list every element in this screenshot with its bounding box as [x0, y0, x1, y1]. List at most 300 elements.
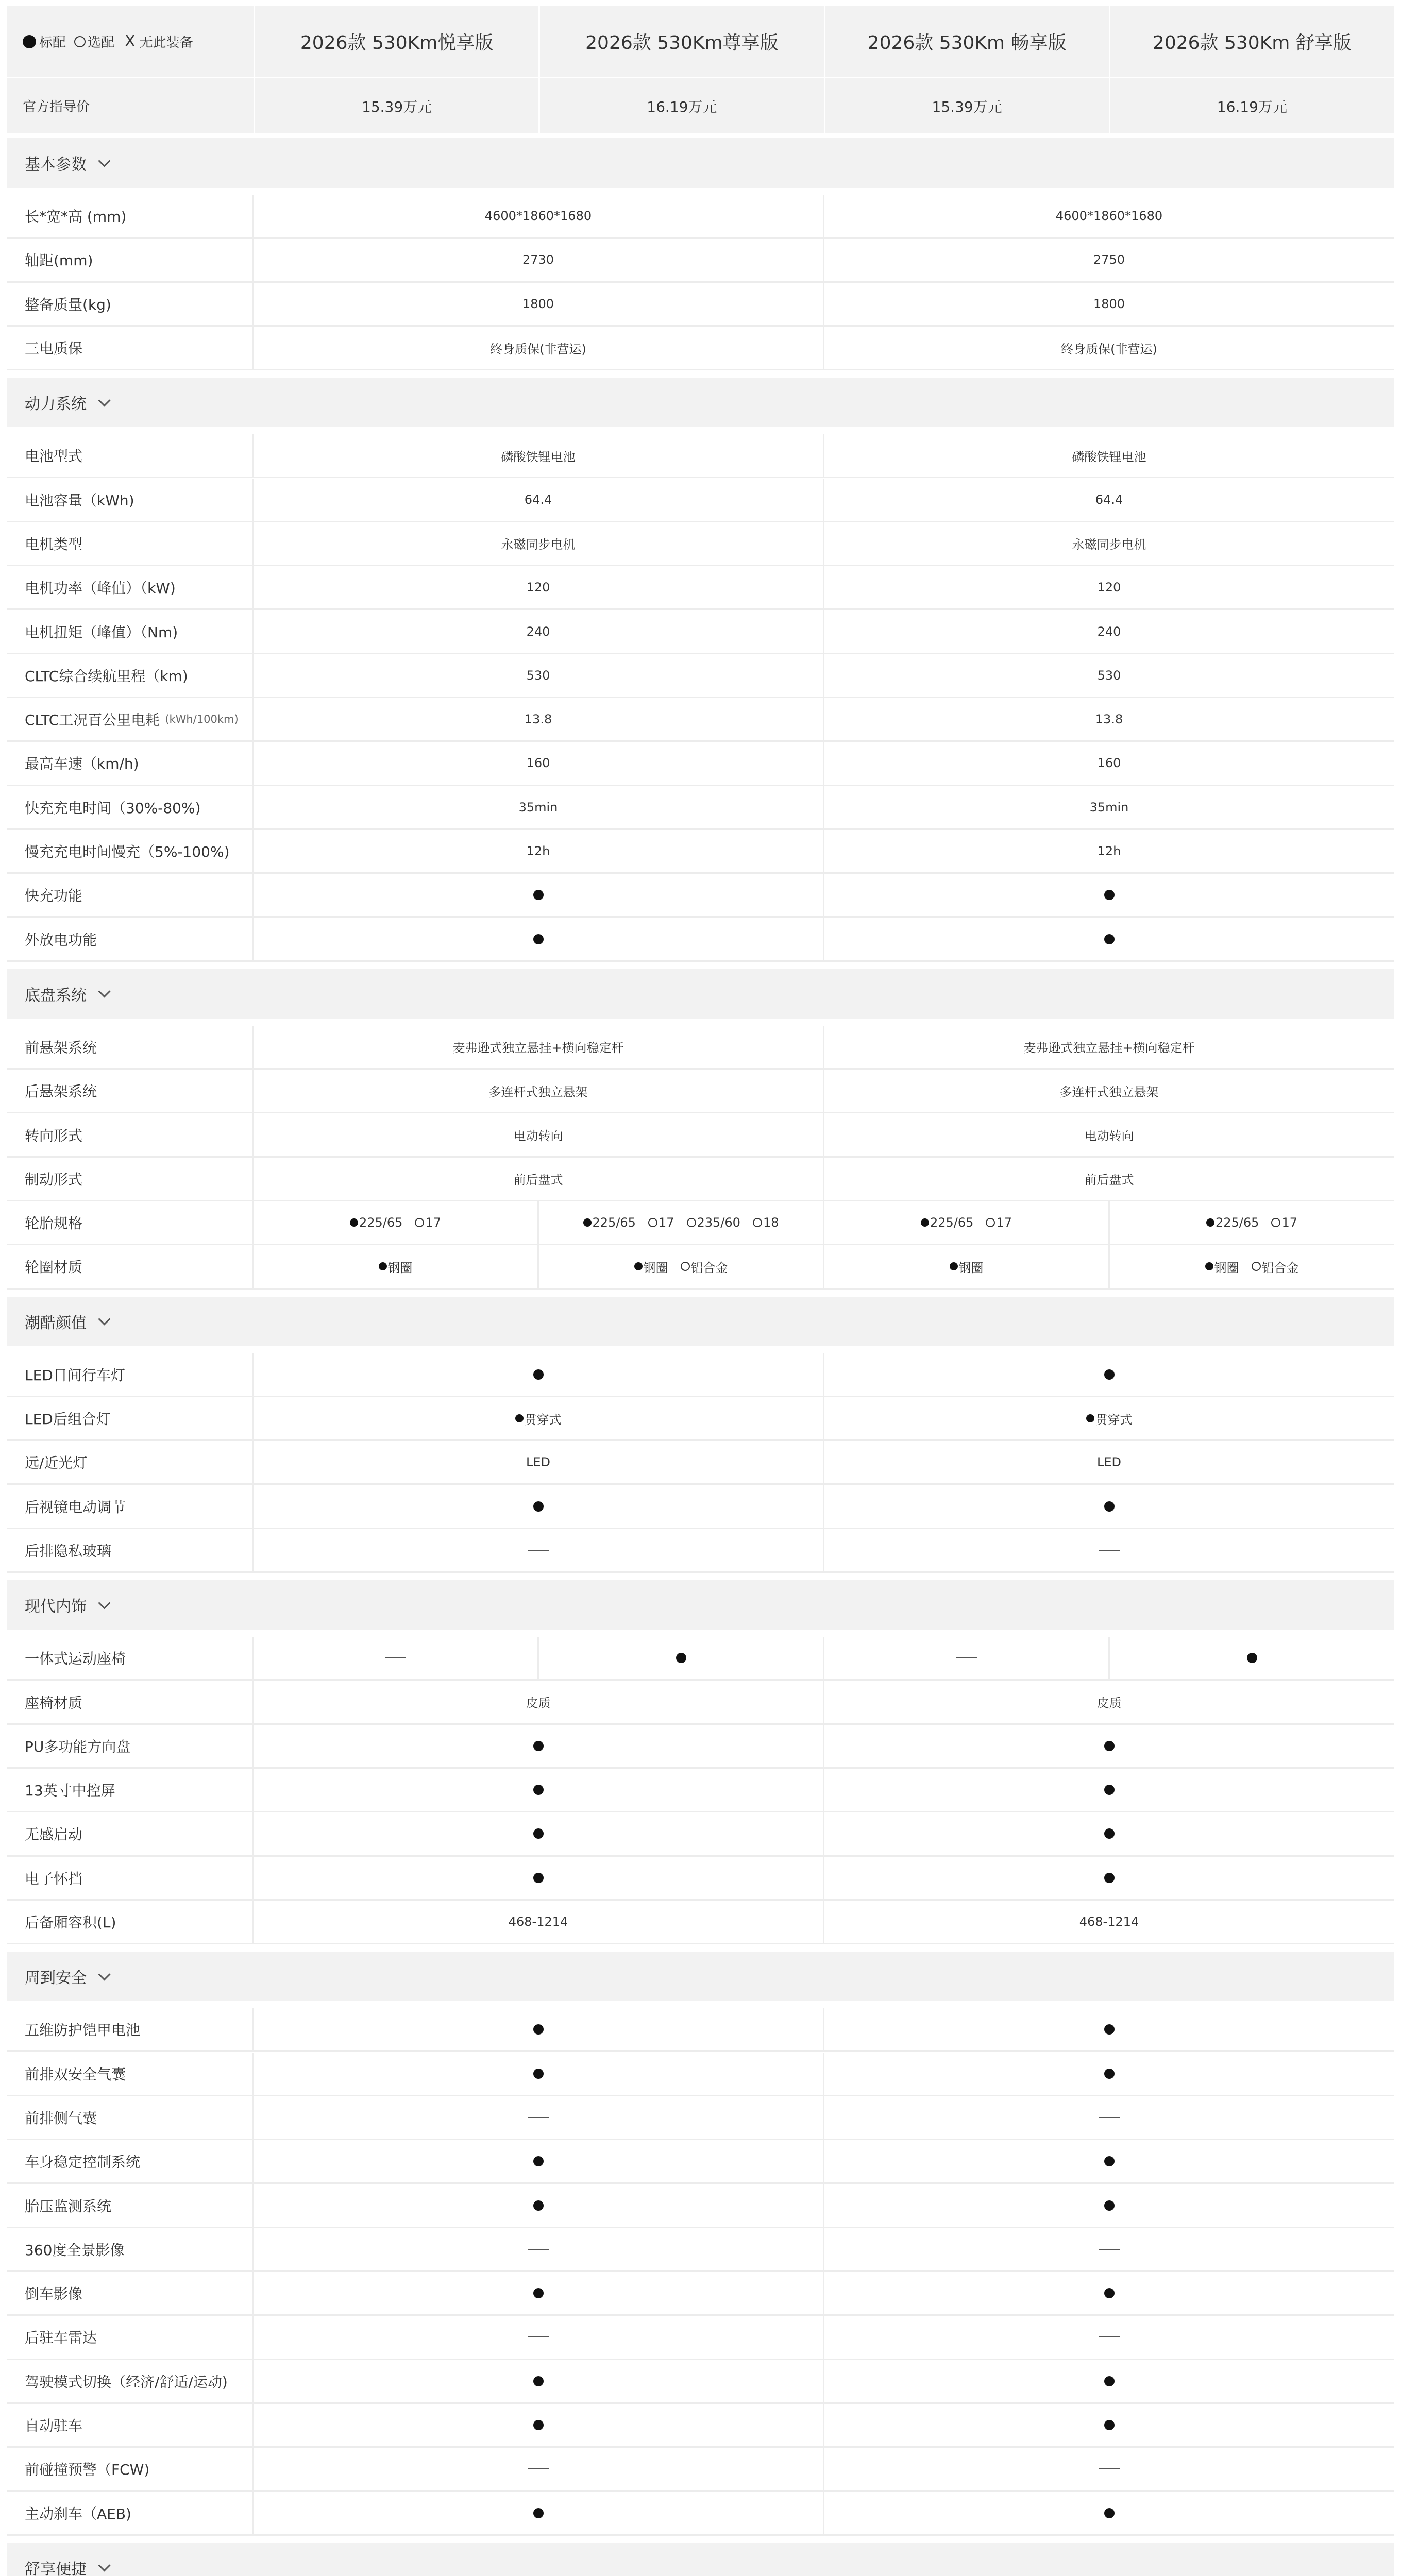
spec-cell	[254, 2228, 823, 2270]
option-text: 铝合金	[690, 1260, 728, 1275]
price-value: 16.19万元	[1109, 78, 1394, 133]
optional-ring-icon	[1271, 1218, 1280, 1227]
spec-cell	[823, 1158, 1394, 1200]
spec-value: LED	[1096, 1455, 1121, 1470]
legend	[7, 6, 254, 77]
spec-row	[7, 2404, 1394, 2448]
spec-cell	[254, 327, 823, 369]
spec-row	[7, 2140, 1394, 2184]
spec-value: 35min	[518, 800, 558, 815]
spec-label-text: 电机功率（峰值）（kW)	[25, 580, 176, 597]
legend-none: 无此装备	[139, 35, 193, 50]
spec-row	[7, 786, 1394, 830]
spec-cell	[823, 327, 1394, 369]
spec-row	[7, 1397, 1394, 1441]
spec-label-text: 驾驶模式切换（经济/舒适/运动)	[25, 2373, 228, 2391]
option-item	[1206, 1215, 1259, 1230]
chevron-down-icon[interactable]	[98, 394, 110, 406]
spec-cell	[823, 1901, 1394, 1943]
spec-label-text: 远/近光灯	[25, 1454, 88, 1472]
spec-row	[7, 239, 1394, 282]
spec-cell	[823, 1681, 1394, 1723]
spec-cell	[254, 1245, 537, 1287]
spec-value: 麦弗逊式独立悬挂+横向稳定杆	[1023, 1041, 1195, 1056]
spec-row	[7, 1529, 1394, 1573]
spec-cell	[537, 1245, 823, 1287]
none-dash-icon	[528, 2336, 549, 2337]
none-dash-icon	[1099, 2336, 1120, 2337]
spec-value: 160	[526, 756, 550, 771]
spec-cell	[823, 742, 1394, 784]
spec-label	[7, 2360, 254, 2402]
spec-cell	[823, 2053, 1394, 2095]
spec-cell	[254, 2272, 823, 2314]
standard-dot-icon	[676, 1653, 686, 1663]
spec-cell	[823, 2272, 1394, 2314]
model-name: 2026款 530Km悦享版	[254, 6, 538, 77]
standard-dot-icon	[533, 2420, 544, 2430]
spec-label	[7, 1857, 254, 1899]
section-title: 周到安全	[25, 1969, 87, 1988]
standard-dot-icon	[1104, 1369, 1115, 1380]
spec-cell	[254, 874, 823, 916]
model-name: 2026款 530Km尊享版	[538, 6, 823, 77]
spec-label-text: 三电质保	[25, 340, 83, 358]
option-item	[350, 1215, 402, 1230]
legend-standard: 标配	[39, 35, 66, 50]
standard-dot-icon	[583, 1218, 592, 1227]
spec-cell	[823, 654, 1394, 697]
legend-optional: 选配	[88, 35, 115, 50]
spec-label-text: 制动形式	[25, 1171, 83, 1188]
optional-ring-icon	[74, 36, 86, 47]
spec-cell	[823, 2360, 1394, 2402]
spec-row	[7, 1485, 1394, 1529]
section-title: 底盘系统	[25, 986, 87, 1005]
standard-dot-icon	[533, 1873, 544, 1883]
spec-cell	[823, 1026, 1394, 1068]
spec-cell	[254, 1725, 823, 1767]
option-item	[648, 1215, 674, 1230]
spec-label	[7, 283, 254, 325]
spec-label-text: 前悬架系统	[25, 1039, 97, 1056]
spec-cell	[823, 1637, 1108, 1679]
spec-value: 468-1214	[508, 1914, 568, 1929]
spec-cell	[254, 698, 823, 740]
spec-label-text: 轮胎规格	[25, 1215, 83, 1232]
spec-value: 120	[1097, 580, 1121, 595]
spec-row	[7, 1158, 1394, 1201]
option-text: 钢圈	[958, 1260, 984, 1275]
spec-row	[7, 1637, 1394, 1681]
standard-dot-icon	[533, 890, 544, 900]
spec-cell	[254, 1901, 823, 1943]
spec-label	[7, 1901, 254, 1943]
spec-cell	[254, 918, 823, 960]
spec-label	[7, 1026, 254, 1068]
spec-row	[7, 610, 1394, 654]
spec-value: 530	[1097, 668, 1121, 683]
spec-label-text: 车身稳定控制系统	[25, 2154, 141, 2171]
spec-cell	[823, 239, 1394, 281]
spec-label	[7, 2448, 254, 2490]
spec-row	[7, 2053, 1394, 2096]
spec-label-text: 主动刹车（AEB)	[25, 2505, 131, 2522]
spec-label-text: 后排隐私玻璃	[25, 1542, 112, 1560]
spec-cell	[254, 195, 823, 237]
spec-label	[7, 1201, 254, 1244]
spec-row	[7, 2492, 1394, 2536]
spec-value: 皮质	[526, 1696, 551, 1711]
spec-cell	[823, 2184, 1394, 2226]
spec-row	[7, 1857, 1394, 1901]
option-item	[687, 1215, 740, 1230]
spec-value: 前后盘式	[513, 1173, 563, 1188]
spec-cell	[537, 1637, 823, 1679]
section-header[interactable]	[7, 969, 1394, 1019]
option-text: 17	[996, 1215, 1012, 1230]
spec-row	[7, 195, 1394, 239]
standard-dot-icon	[634, 1262, 643, 1270]
spec-value: 前后盘式	[1084, 1173, 1134, 1188]
spec-label	[7, 1485, 254, 1528]
spec-row	[7, 918, 1394, 962]
standard-dot-icon	[533, 1369, 544, 1380]
spec-cell	[1108, 1637, 1394, 1679]
spec-cell	[823, 2404, 1394, 2446]
optional-ring-icon	[1252, 1262, 1261, 1271]
none-dash-icon	[1099, 2249, 1120, 2250]
spec-label-text: 后视镜电动调节	[25, 1498, 126, 1516]
spec-cell	[254, 1529, 823, 1571]
spec-value: 64.4	[524, 492, 552, 507]
spec-cell	[823, 2316, 1394, 2358]
spec-value: 终身质保(非营运)	[490, 342, 586, 357]
standard-dot-icon	[1104, 1741, 1115, 1751]
option-item	[583, 1215, 636, 1230]
standard-dot-icon	[1104, 2508, 1115, 2518]
spec-value: 多连杆式独立悬架	[488, 1084, 588, 1099]
spec-cell	[254, 1397, 823, 1439]
spec-label	[7, 2096, 254, 2139]
none-dash-icon	[528, 2468, 549, 2469]
spec-cell	[823, 1113, 1394, 1156]
spec-cell	[823, 830, 1394, 872]
standard-dot-icon	[23, 35, 36, 48]
spec-value: 160	[1097, 756, 1121, 771]
spec-cell	[254, 2404, 823, 2446]
optional-ring-icon	[415, 1218, 424, 1227]
standard-dot-icon	[533, 2508, 544, 2518]
spec-value: 1800	[1093, 296, 1125, 311]
spec-cell	[254, 1485, 823, 1528]
option-text: 225/65	[592, 1215, 636, 1230]
spec-cell	[254, 2360, 823, 2402]
spec-cell	[823, 566, 1394, 608]
standard-dot-icon	[1104, 1828, 1115, 1839]
spec-label	[7, 698, 254, 740]
spec-label	[7, 742, 254, 784]
spec-cell	[1108, 1201, 1394, 1244]
standard-dot-icon	[1086, 1414, 1094, 1422]
optional-ring-icon	[687, 1218, 696, 1227]
option-item	[515, 1410, 562, 1428]
spec-row	[7, 1769, 1394, 1812]
none-dash-icon	[1099, 1550, 1120, 1551]
optional-ring-icon	[648, 1218, 657, 1227]
spec-row	[7, 1113, 1394, 1157]
spec-row	[7, 874, 1394, 918]
spec-label	[7, 1245, 254, 1287]
spec-label	[7, 2008, 254, 2050]
spec-cell	[823, 698, 1394, 740]
standard-dot-icon	[1104, 2069, 1115, 2079]
model-header	[7, 6, 1394, 78]
spec-label	[7, 918, 254, 960]
spec-label-text: 胎压监测系统	[25, 2197, 112, 2215]
standard-dot-icon	[379, 1262, 387, 1270]
spec-cell	[254, 2492, 823, 2534]
price-label: 官方指导价	[23, 99, 90, 115]
option-item	[415, 1215, 441, 1230]
optional-ring-icon	[753, 1218, 762, 1227]
spec-cell	[254, 830, 823, 872]
spec-label-text: 电池型式	[25, 448, 83, 465]
spec-value: 麦弗逊式独立悬挂+横向稳定杆	[452, 1041, 624, 1056]
spec-label-text: 最高车速（km/h)	[25, 755, 139, 773]
spec-cell	[254, 1812, 823, 1855]
spec-cell	[254, 1441, 823, 1483]
spec-row	[7, 1812, 1394, 1856]
spec-row	[7, 1070, 1394, 1113]
option-text: 18	[763, 1215, 779, 1230]
spec-value: 永磁同步电机	[501, 537, 576, 552]
spec-cell	[823, 610, 1394, 652]
spec-cell	[823, 1353, 1394, 1396]
spec-label-text: 后悬架系统	[25, 1083, 97, 1100]
spec-label	[7, 522, 254, 565]
standard-dot-icon	[1104, 1873, 1115, 1883]
section-title: 潮酷颜值	[25, 1314, 87, 1332]
spec-cell	[823, 1529, 1394, 1571]
spec-row	[7, 830, 1394, 874]
chevron-down-icon[interactable]	[98, 1597, 110, 1609]
standard-dot-icon	[533, 2288, 544, 2298]
standard-dot-icon	[1104, 890, 1115, 900]
spec-row	[7, 1681, 1394, 1724]
section-title: 舒享便捷	[25, 2560, 87, 2576]
none-dash-icon	[956, 1657, 977, 1658]
spec-label-text: 快充功能	[25, 887, 83, 905]
none-dash-icon	[1099, 2117, 1120, 2118]
spec-value: 530	[526, 668, 550, 683]
spec-label-text: PU多功能方向盘	[25, 1738, 131, 1755]
section-header[interactable]	[7, 378, 1394, 427]
standard-dot-icon	[350, 1218, 358, 1227]
option-text: 铝合金	[1261, 1260, 1299, 1275]
spec-value: 12h	[1097, 844, 1121, 859]
standard-dot-icon	[1205, 1262, 1213, 1270]
spec-label-text: 座椅材质	[25, 1694, 83, 1711]
spec-label-text: 电机类型	[25, 535, 83, 553]
spec-label-text: LED后组合灯	[25, 1411, 111, 1428]
spec-value: 240	[1097, 624, 1121, 639]
spec-cell	[823, 195, 1394, 237]
spec-label-text: 电机扭矩（峰值）（Nm)	[25, 623, 178, 641]
standard-dot-icon	[533, 1741, 544, 1751]
spec-label	[7, 2140, 254, 2182]
spec-label-text: 轴距(mm)	[25, 252, 93, 269]
spec-label	[7, 1397, 254, 1439]
spec-label	[7, 195, 254, 237]
standard-dot-icon	[1104, 2024, 1115, 2035]
price-value: 15.39万元	[254, 78, 538, 133]
none-dash-icon	[1099, 2468, 1120, 2469]
spec-label	[7, 479, 254, 521]
spec-cell	[254, 1201, 537, 1244]
spec-label-text: 长*宽*高 (mm)	[25, 208, 127, 226]
spec-label-text: 转向形式	[25, 1127, 83, 1144]
spec-row	[7, 2228, 1394, 2272]
spec-cell	[254, 522, 823, 565]
standard-dot-icon	[1104, 2288, 1115, 2298]
spec-value: 12h	[526, 844, 550, 859]
spec-label	[7, 2272, 254, 2314]
option-item	[379, 1258, 413, 1276]
section-header[interactable]	[7, 2543, 1394, 2576]
spec-cell	[823, 1812, 1394, 1855]
spec-value: 磷酸铁锂电池	[501, 449, 576, 464]
spec-value: 多连杆式独立悬架	[1059, 1084, 1159, 1099]
spec-label-text: LED日间行车灯	[25, 1366, 125, 1384]
standard-dot-icon	[1104, 2156, 1115, 2166]
spec-label	[7, 610, 254, 652]
option-text: 235/60	[697, 1215, 740, 1230]
standard-dot-icon	[533, 2376, 544, 2386]
section-header[interactable]	[7, 1952, 1394, 2001]
option-item	[1252, 1258, 1299, 1276]
spec-label	[7, 1353, 254, 1396]
section-header[interactable]	[7, 1297, 1394, 1346]
spec-row	[7, 1725, 1394, 1769]
standard-dot-icon	[533, 2156, 544, 2166]
standard-dot-icon	[1206, 1218, 1214, 1227]
model-name: 2026款 530Km 畅享版	[824, 6, 1109, 77]
spec-row	[7, 327, 1394, 370]
spec-label-text: 电池容量（kWh)	[25, 492, 134, 509]
standard-dot-icon	[1104, 1501, 1115, 1512]
spec-value: 13.8	[524, 712, 552, 727]
option-text: 225/65	[359, 1215, 403, 1230]
standard-dot-icon	[533, 2069, 544, 2079]
spec-value: 240	[526, 624, 550, 639]
spec-cell	[823, 1857, 1394, 1899]
spec-cell	[823, 1485, 1394, 1528]
spec-label-text: 五维防护铠甲电池	[25, 2022, 141, 2039]
spec-label-text: CLTC工况百公里电耗	[25, 711, 160, 729]
standard-dot-icon	[1104, 1785, 1115, 1795]
section-title: 现代内饰	[25, 1598, 87, 1616]
spec-row	[7, 2272, 1394, 2316]
spec-label	[7, 1158, 254, 1200]
spec-value: 120	[526, 580, 550, 595]
spec-row	[7, 654, 1394, 698]
spec-label	[7, 1113, 254, 1156]
optional-ring-icon	[681, 1262, 690, 1271]
spec-label-text: 前排侧气囊	[25, 2109, 97, 2127]
spec-label-text: 整备质量(kg)	[25, 296, 111, 313]
section-header[interactable]	[7, 1580, 1394, 1630]
spec-cell	[823, 2096, 1394, 2139]
spec-label-text: 无感启动	[25, 1826, 83, 1843]
chevron-down-icon[interactable]	[98, 986, 110, 998]
spec-label	[7, 1529, 254, 1571]
option-text: 钢圈	[643, 1260, 668, 1275]
spec-cell	[823, 1245, 1108, 1287]
option-item	[1205, 1258, 1239, 1276]
spec-cell	[823, 2008, 1394, 2050]
spec-cell	[254, 1113, 823, 1156]
price-value: 15.39万元	[824, 78, 1109, 133]
section-title: 基本参数	[25, 156, 87, 174]
section-header[interactable]	[7, 138, 1394, 188]
spec-cell	[254, 1026, 823, 1068]
spec-row	[7, 742, 1394, 786]
spec-cell	[254, 2053, 823, 2095]
chevron-down-icon[interactable]	[98, 1313, 110, 1326]
spec-cell	[254, 2184, 823, 2226]
option-item	[1271, 1215, 1297, 1230]
model-name: 2026款 530Km 舒享版	[1109, 6, 1394, 77]
spec-row	[7, 2360, 1394, 2404]
spec-label	[7, 2316, 254, 2358]
spec-label-text: 前排双安全气囊	[25, 2065, 126, 2083]
spec-cell	[823, 434, 1394, 477]
standard-dot-icon	[515, 1414, 524, 1422]
spec-label-text: 自动驻车	[25, 2417, 83, 2435]
spec-row	[7, 1245, 1394, 1289]
spec-cell	[254, 654, 823, 697]
spec-label	[7, 2053, 254, 2095]
option-text: 17	[658, 1215, 674, 1230]
spec-row	[7, 2096, 1394, 2140]
optional-ring-icon	[986, 1218, 995, 1227]
spec-label	[7, 786, 254, 828]
standard-dot-icon	[533, 1785, 544, 1795]
spec-label	[7, 239, 254, 281]
spec-label	[7, 1725, 254, 1767]
spec-label-text: 快充充电时间（30%-80%)	[25, 799, 201, 817]
spec-label	[7, 1681, 254, 1723]
spec-row	[7, 1441, 1394, 1485]
spec-value: LED	[526, 1455, 550, 1470]
spec-cell	[254, 566, 823, 608]
chevron-down-icon[interactable]	[98, 1968, 110, 1980]
standard-dot-icon	[1104, 2376, 1115, 2386]
spec-cell	[1108, 1245, 1394, 1287]
chevron-down-icon[interactable]	[98, 155, 110, 167]
spec-label-text: 13英寸中控屏	[25, 1782, 115, 1800]
spec-cell	[823, 1070, 1394, 1112]
spec-cell	[254, 1769, 823, 1811]
spec-row	[7, 479, 1394, 522]
spec-cell	[823, 786, 1394, 828]
standard-dot-icon	[1104, 934, 1115, 944]
chevron-down-icon[interactable]	[98, 2560, 110, 2572]
none-x-icon: X	[125, 32, 136, 50]
spec-row	[7, 283, 1394, 327]
option-item	[753, 1215, 779, 1230]
